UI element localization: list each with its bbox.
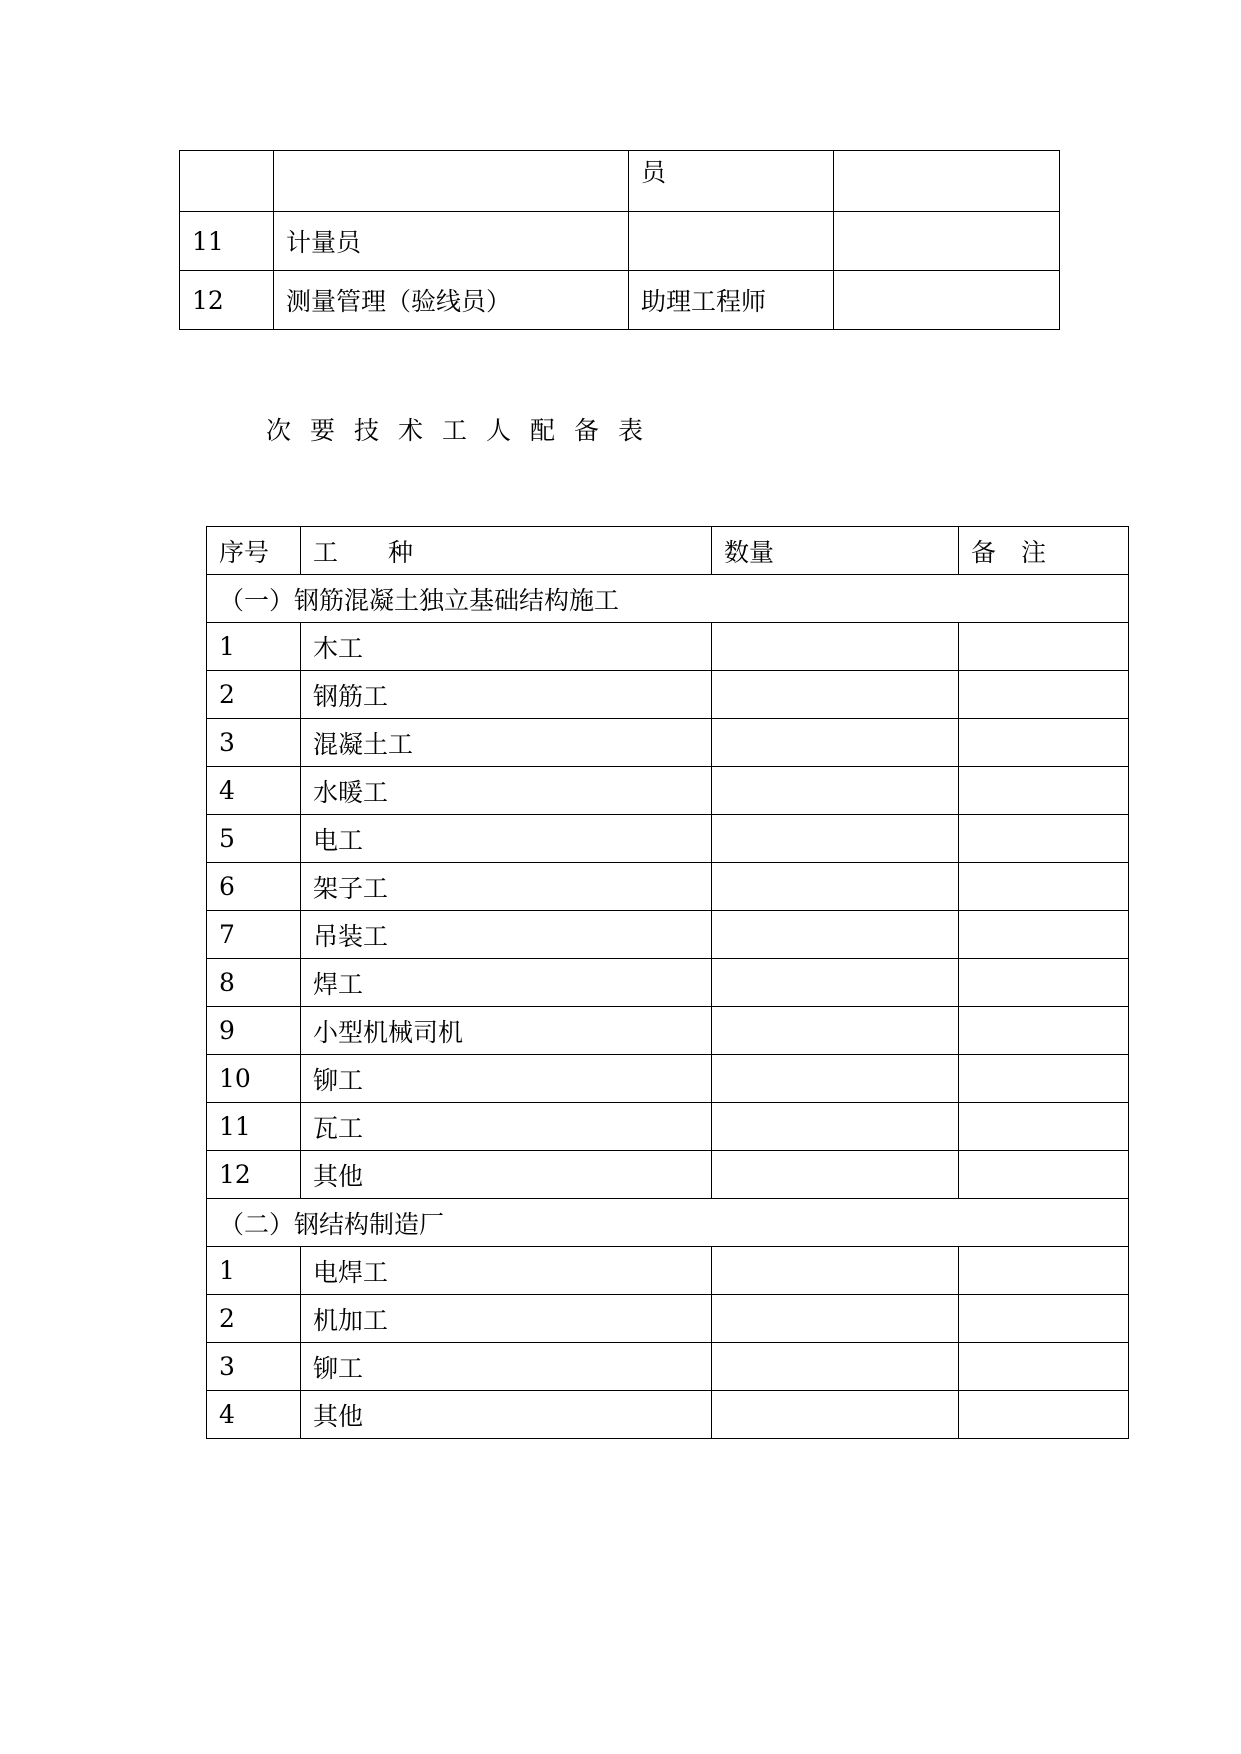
note-cell bbox=[959, 1391, 1129, 1439]
table-row bbox=[207, 767, 1129, 815]
row-number: 4 bbox=[207, 1391, 301, 1439]
position-name: 计量员 bbox=[274, 212, 629, 271]
row-number: 7 bbox=[207, 911, 301, 959]
position-name: 测量管理（验线员） bbox=[274, 271, 629, 330]
note-cell bbox=[959, 767, 1129, 815]
position-name bbox=[274, 151, 629, 212]
table-title: 次要技术工人配备表 bbox=[266, 416, 663, 445]
row-number: 2 bbox=[207, 1295, 301, 1343]
row-number: 9 bbox=[207, 1007, 301, 1055]
row-number: 1 bbox=[207, 1247, 301, 1295]
row-number: 12 bbox=[207, 1151, 301, 1199]
note-cell bbox=[959, 1247, 1129, 1295]
table-row bbox=[207, 1055, 1129, 1103]
table-row bbox=[207, 815, 1129, 863]
quantity-cell bbox=[712, 1391, 959, 1439]
row-number: 3 bbox=[207, 719, 301, 767]
row-number: 2 bbox=[207, 671, 301, 719]
worker-type: 焊工 bbox=[301, 959, 712, 1007]
table-row bbox=[207, 1007, 1129, 1055]
worker-type: 混凝土工 bbox=[301, 719, 712, 767]
quantity-cell bbox=[712, 815, 959, 863]
quantity-cell bbox=[712, 671, 959, 719]
note-cell bbox=[959, 719, 1129, 767]
section-row bbox=[207, 575, 1129, 623]
table-row bbox=[180, 151, 1060, 212]
row-number: 11 bbox=[180, 212, 274, 271]
note-cell bbox=[959, 911, 1129, 959]
worker-type: 电工 bbox=[301, 815, 712, 863]
worker-type: 小型机械司机 bbox=[301, 1007, 712, 1055]
worker-allocation-table bbox=[206, 526, 1129, 1439]
row-number: 4 bbox=[207, 767, 301, 815]
worker-type: 木工 bbox=[301, 623, 712, 671]
table-row bbox=[207, 1151, 1129, 1199]
row-number: 6 bbox=[207, 863, 301, 911]
note-cell bbox=[959, 671, 1129, 719]
section-row bbox=[207, 1199, 1129, 1247]
position-note bbox=[834, 212, 1060, 271]
table-row bbox=[180, 271, 1060, 330]
quantity-cell bbox=[712, 863, 959, 911]
row-number: 11 bbox=[207, 1103, 301, 1151]
row-number: 3 bbox=[207, 1343, 301, 1391]
position-title: 助理工程师 bbox=[629, 271, 834, 330]
worker-type: 吊装工 bbox=[301, 911, 712, 959]
quantity-cell bbox=[712, 1247, 959, 1295]
quantity-cell bbox=[712, 1103, 959, 1151]
note-cell bbox=[959, 1343, 1129, 1391]
table-row bbox=[207, 1103, 1129, 1151]
position-note bbox=[834, 151, 1060, 212]
header-no: 序号 bbox=[207, 527, 301, 575]
table-row bbox=[207, 623, 1129, 671]
table-row bbox=[207, 863, 1129, 911]
position-title bbox=[629, 212, 834, 271]
worker-type: 铆工 bbox=[301, 1055, 712, 1103]
quantity-cell bbox=[712, 719, 959, 767]
table-header-row bbox=[207, 527, 1129, 575]
table-row bbox=[207, 1295, 1129, 1343]
worker-type: 其他 bbox=[301, 1151, 712, 1199]
section-title: （二）钢结构制造厂 bbox=[207, 1199, 1129, 1247]
note-cell bbox=[959, 1055, 1129, 1103]
table-row bbox=[207, 671, 1129, 719]
quantity-cell bbox=[712, 767, 959, 815]
quantity-cell bbox=[712, 911, 959, 959]
table-row bbox=[207, 1247, 1129, 1295]
row-number: 10 bbox=[207, 1055, 301, 1103]
note-cell bbox=[959, 959, 1129, 1007]
row-number: 8 bbox=[207, 959, 301, 1007]
position-title: 员 bbox=[629, 151, 834, 212]
row-number: 12 bbox=[180, 271, 274, 330]
header-note: 备 注 bbox=[959, 527, 1129, 575]
table-row bbox=[207, 1391, 1129, 1439]
quantity-cell bbox=[712, 1007, 959, 1055]
quantity-cell bbox=[712, 1055, 959, 1103]
row-number: 1 bbox=[207, 623, 301, 671]
worker-type: 电焊工 bbox=[301, 1247, 712, 1295]
quantity-cell bbox=[712, 1295, 959, 1343]
note-cell bbox=[959, 1103, 1129, 1151]
note-cell bbox=[959, 623, 1129, 671]
worker-type: 其他 bbox=[301, 1391, 712, 1439]
table-row bbox=[180, 212, 1060, 271]
quantity-cell bbox=[712, 1151, 959, 1199]
worker-type: 架子工 bbox=[301, 863, 712, 911]
table-row bbox=[207, 1343, 1129, 1391]
note-cell bbox=[959, 1151, 1129, 1199]
row-number: 5 bbox=[207, 815, 301, 863]
worker-type: 钢筋工 bbox=[301, 671, 712, 719]
table-row bbox=[207, 719, 1129, 767]
note-cell bbox=[959, 1007, 1129, 1055]
worker-type: 铆工 bbox=[301, 1343, 712, 1391]
worker-type: 水暖工 bbox=[301, 767, 712, 815]
table-row bbox=[207, 911, 1129, 959]
table-row bbox=[207, 959, 1129, 1007]
note-cell bbox=[959, 815, 1129, 863]
quantity-cell bbox=[712, 623, 959, 671]
worker-type: 机加工 bbox=[301, 1295, 712, 1343]
note-cell bbox=[959, 1295, 1129, 1343]
note-cell bbox=[959, 863, 1129, 911]
quantity-cell bbox=[712, 959, 959, 1007]
section-title: （一）钢筋混凝土独立基础结构施工 bbox=[207, 575, 1129, 623]
position-note bbox=[834, 271, 1060, 330]
header-type: 工 种 bbox=[301, 527, 712, 575]
header-qty: 数量 bbox=[712, 527, 959, 575]
row-number bbox=[180, 151, 274, 212]
personnel-table-continued bbox=[179, 150, 1060, 330]
quantity-cell bbox=[712, 1343, 959, 1391]
worker-type: 瓦工 bbox=[301, 1103, 712, 1151]
